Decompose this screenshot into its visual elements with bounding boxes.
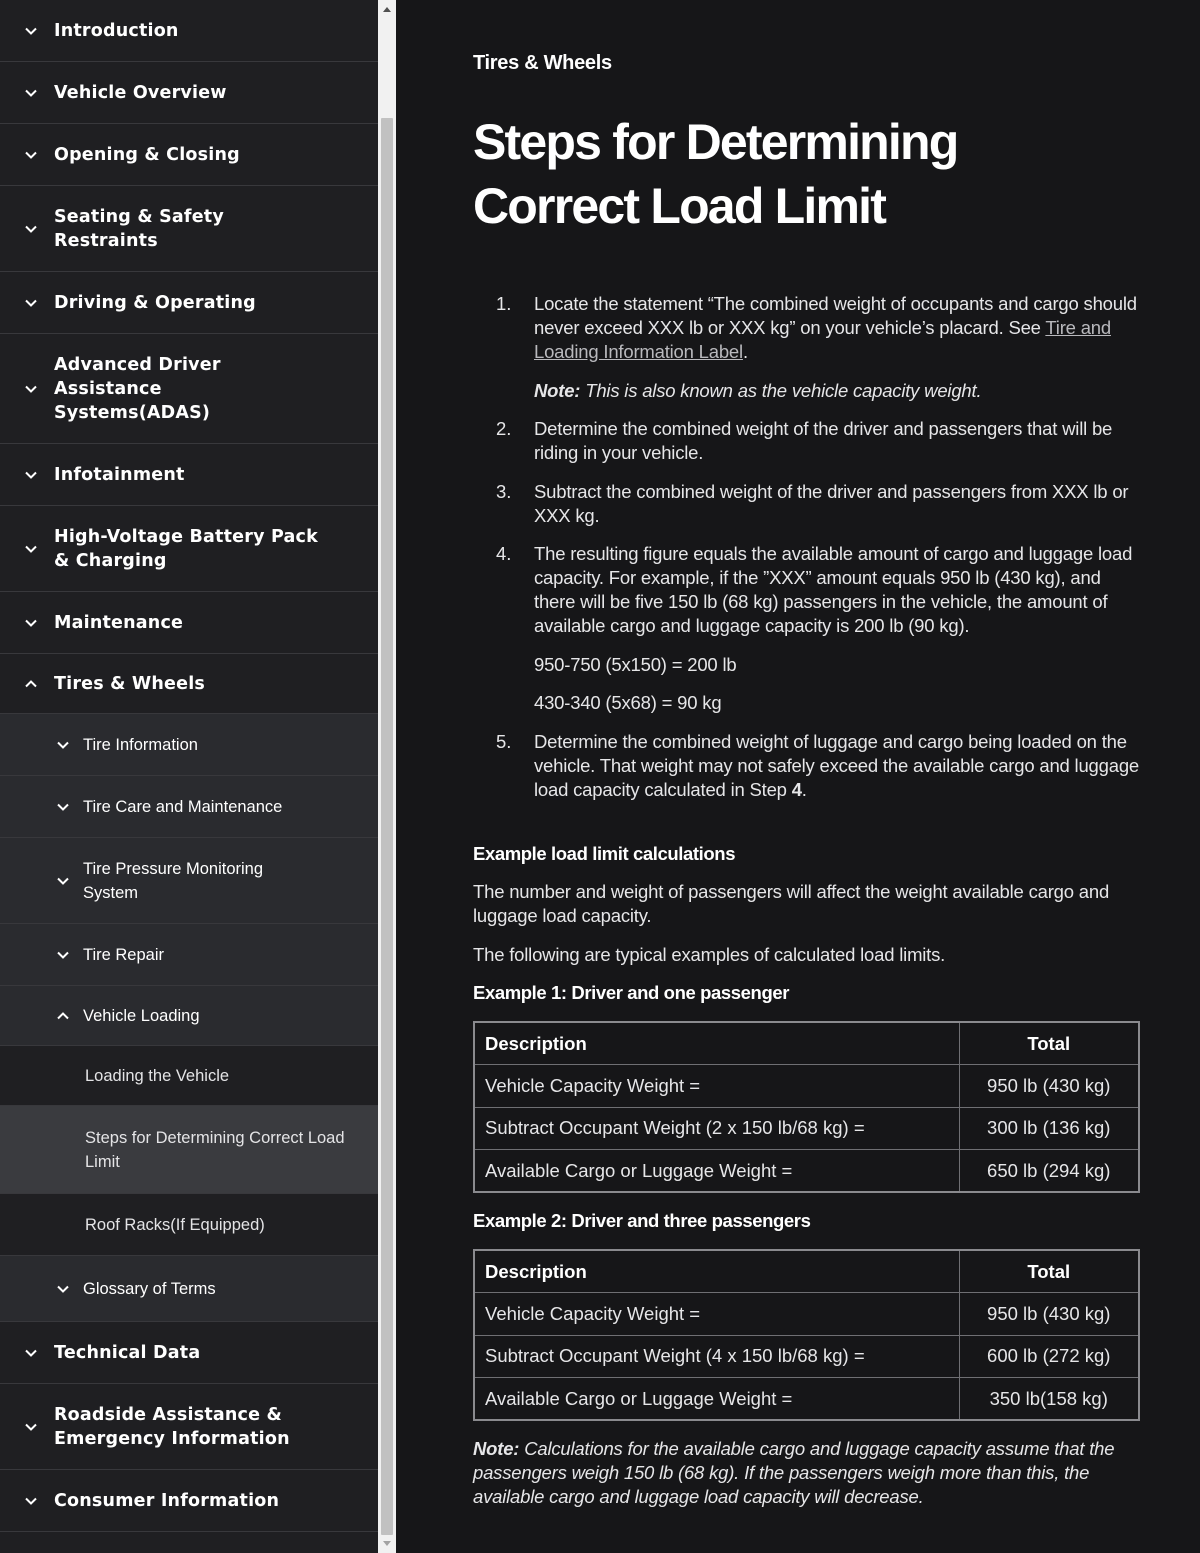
table-row: [474, 1335, 1139, 1378]
sidebar-item-roadside-assistance[interactable]: [0, 1384, 378, 1470]
table-row: [474, 1293, 1139, 1336]
table-cell: Vehicle Capacity Weight =: [474, 1065, 959, 1108]
table-cell: Subtract Occupant Weight (2 x 150 lb/68 kg) =: [474, 1107, 959, 1150]
sidebar-leaf-steps-load-limit[interactable]: [0, 1106, 378, 1194]
sidebar-item-battery-charging[interactable]: [0, 506, 378, 592]
chevron-down-icon: [22, 22, 40, 40]
sidebar-item-driving-operating[interactable]: [0, 272, 378, 334]
tire-loading-label-link[interactable]: Tire and Loading Information Label: [534, 317, 1111, 362]
page-title: Steps for Determining Correct Load Limit: [473, 114, 958, 234]
chevron-down-icon: [22, 614, 40, 632]
sidebar-item-label: Vehicle Overview: [54, 82, 227, 103]
sidebar-item-vehicle-overview[interactable]: [0, 62, 378, 124]
table-header-row: [474, 1250, 1139, 1293]
sidebar-subitem-tire-information[interactable]: [0, 714, 378, 776]
table-header: Description: [474, 1022, 959, 1065]
sidebar-scrollbar[interactable]: [378, 0, 396, 1553]
sidebar-item-label: Driving & Operating: [54, 292, 256, 313]
table-cell: 600 lb (272 kg): [959, 1335, 1139, 1378]
step-reference: 4: [791, 779, 802, 800]
step-text: Determine the combined weight of the driver and passengers that will be riding in your vehicle.: [534, 418, 1113, 463]
sidebar-item-label: Advanced Driver Assistance Systems(ADAS): [54, 354, 221, 423]
example-intro-2: The following are typical examples of calculated load limits.: [473, 944, 946, 965]
sidebar-item-label: Tire Care and Maintenance: [83, 797, 283, 816]
chevron-down-icon: [54, 1280, 72, 1298]
sidebar-item-introduction[interactable]: [0, 0, 378, 62]
sidebar-item-label: Roof Racks(If Equipped): [85, 1215, 265, 1234]
chevron-down-icon: [54, 872, 72, 890]
chevron-down-icon: [54, 946, 72, 964]
sidebar-item-infotainment[interactable]: [0, 444, 378, 506]
sidebar-nav: [0, 0, 378, 1553]
step-text-end: .: [801, 779, 807, 800]
sidebar-item-label: Tire Information: [83, 735, 198, 754]
table-row: [474, 1107, 1139, 1150]
sidebar-item-label: Roadside Assistance & Emergency Information: [54, 1404, 290, 1449]
sidebar-leaf-roof-racks[interactable]: [0, 1194, 378, 1256]
chevron-down-icon: [22, 84, 40, 102]
table-cell: 650 lb (294 kg): [959, 1150, 1139, 1193]
table-header: Total: [959, 1250, 1139, 1293]
step-number: 1.: [496, 293, 512, 314]
sidebar-item-label: Glossary of Terms: [83, 1279, 216, 1298]
sidebar-subitem-glossary[interactable]: [0, 1256, 378, 1322]
step-number: 4.: [496, 543, 512, 564]
scroll-down-arrow-icon[interactable]: [378, 1535, 396, 1553]
breadcrumb: Tires & Wheels: [473, 52, 612, 74]
sidebar-item-label: High-Voltage Battery Pack & Charging: [54, 526, 318, 571]
example-2-heading: Example 2: Driver and three passengers: [473, 1210, 811, 1231]
table-row: [474, 1378, 1139, 1421]
sidebar-item-consumer-information[interactable]: [0, 1470, 378, 1532]
step-item: [473, 292, 1141, 403]
sidebar-item-maintenance[interactable]: [0, 592, 378, 654]
table-cell: Subtract Occupant Weight (4 x 150 lb/68 kg) =: [474, 1335, 959, 1378]
step-item: [473, 417, 1141, 465]
example-2-table: [473, 1249, 1140, 1421]
sidebar-item-label: Opening & Closing: [54, 144, 240, 165]
sidebar-subitem-tpms[interactable]: [0, 838, 378, 924]
note-text: This is also known as the vehicle capacity weight.: [580, 380, 982, 401]
chevron-down-icon: [54, 798, 72, 816]
example-intro: The number and weight of passengers will affect the weight available cargo and luggage load capacity.: [473, 881, 1110, 926]
sidebar-item-label: Consumer Information: [54, 1490, 280, 1511]
chevron-down-icon: [22, 466, 40, 484]
final-note: [473, 1437, 1141, 1509]
steps-list: [473, 292, 1141, 1509]
sidebar-item-label: Maintenance: [54, 612, 184, 633]
chevron-down-icon: [22, 220, 40, 238]
table-cell: 350 lb(158 kg): [959, 1378, 1139, 1421]
step-number: 3.: [496, 481, 512, 502]
step-item: [473, 480, 1141, 528]
table-cell: Available Cargo or Luggage Weight =: [474, 1150, 959, 1193]
table-header-row: [474, 1022, 1139, 1065]
table-header: Total: [959, 1022, 1139, 1065]
sidebar-leaf-loading-the-vehicle[interactable]: [0, 1046, 378, 1106]
chevron-down-icon: [22, 540, 40, 558]
sidebar-item-label: Steps for Determining Correct Load Limit: [85, 1128, 345, 1171]
table-cell: 950 lb (430 kg): [959, 1293, 1139, 1336]
calc-line-kg: 430-340 (5x68) = 90 kg: [534, 692, 722, 713]
chevron-down-icon: [22, 1418, 40, 1436]
sidebar-item-adas[interactable]: [0, 334, 378, 444]
step-text: Determine the combined weight of luggage and cargo being loaded on the vehicle. That weight may not safely exceed the available cargo and luggage load capacity calculated in Step: [534, 731, 1140, 800]
chevron-down-icon: [22, 294, 40, 312]
chevron-up-icon: [54, 1007, 72, 1025]
table-cell: 300 lb (136 kg): [959, 1107, 1139, 1150]
step-text: Subtract the combined weight of the driver and passengers from XXX lb or XXX kg.: [534, 481, 1129, 526]
step-text-end: .: [742, 341, 748, 362]
step-number: 2.: [496, 418, 512, 439]
step-text: Locate the statement “The combined weight of occupants and cargo should never exceed XXX lb or XXX kg” on your vehicle’s placard. See: [534, 293, 1137, 338]
sidebar-item-label: Technical Data: [54, 1342, 201, 1363]
sidebar-item-label: Seating & Safety Restraints: [54, 206, 224, 251]
table-row: [474, 1065, 1139, 1108]
step-text: The resulting figure equals the available amount of cargo and luggage load capacity. For example, if the ”XXX” amount equals 950 lb (430 kg), and there will be five 150 lb (68 kg) passengers in the vehicle, the amount of available cargo and luggage capacity is 200 lb (90 kg).: [534, 543, 1133, 636]
sidebar-subitem-vehicle-loading[interactable]: [0, 986, 378, 1046]
table-cell: Available Cargo or Luggage Weight =: [474, 1378, 959, 1421]
scrollbar-thumb[interactable]: [381, 118, 393, 1535]
sidebar-item-tires-wheels[interactable]: [0, 654, 378, 714]
step-item: [473, 542, 1141, 715]
sidebar-item-label: Loading the Vehicle: [85, 1066, 230, 1085]
sidebar-item-label: Tire Pressure Monitoring System: [83, 859, 264, 902]
example-1-table: [473, 1021, 1140, 1193]
chevron-down-icon: [54, 736, 72, 754]
example-1-heading: Example 1: Driver and one passenger: [473, 982, 790, 1003]
sidebar-item-label: Infotainment: [54, 464, 185, 485]
chevron-down-icon: [22, 146, 40, 164]
sidebar-item-label: Tires & Wheels: [54, 673, 206, 694]
sidebar-item-opening-closing[interactable]: [0, 124, 378, 186]
main-content: [396, 0, 1200, 1553]
sidebar-subitem-tire-repair[interactable]: [0, 924, 378, 986]
table-row: [474, 1150, 1139, 1193]
table-header: Description: [474, 1250, 959, 1293]
step-item: [473, 730, 1141, 802]
table-cell: 950 lb (430 kg): [959, 1065, 1139, 1108]
step-number: 5.: [496, 731, 512, 752]
sidebar-item-label: Tire Repair: [83, 945, 164, 964]
sidebar-subitem-tire-care[interactable]: [0, 776, 378, 838]
table-cell: Vehicle Capacity Weight =: [474, 1293, 959, 1336]
scroll-up-arrow-icon[interactable]: [378, 0, 396, 18]
note-text: Calculations for the available cargo and luggage capacity assume that the passengers weigh 150 lb (68 kg). If the passengers weigh more than this, the available cargo and luggage load capacity will decrease.: [473, 1438, 1115, 1507]
sidebar-item-technical-data[interactable]: [0, 1322, 378, 1384]
note-label: Note:: [473, 1438, 520, 1459]
chevron-up-icon: [22, 675, 40, 693]
sidebar-item-label: Introduction: [54, 20, 179, 41]
sidebar-item-label: Vehicle Loading: [83, 1006, 200, 1025]
note-label: Note:: [534, 380, 581, 401]
chevron-down-icon: [22, 380, 40, 398]
example-heading: Example load limit calculations: [473, 843, 736, 864]
sidebar-item-seating-safety[interactable]: [0, 186, 378, 272]
chevron-down-icon: [22, 1344, 40, 1362]
calc-line-lb: 950-750 (5x150) = 200 lb: [534, 654, 737, 675]
chevron-down-icon: [22, 1492, 40, 1510]
